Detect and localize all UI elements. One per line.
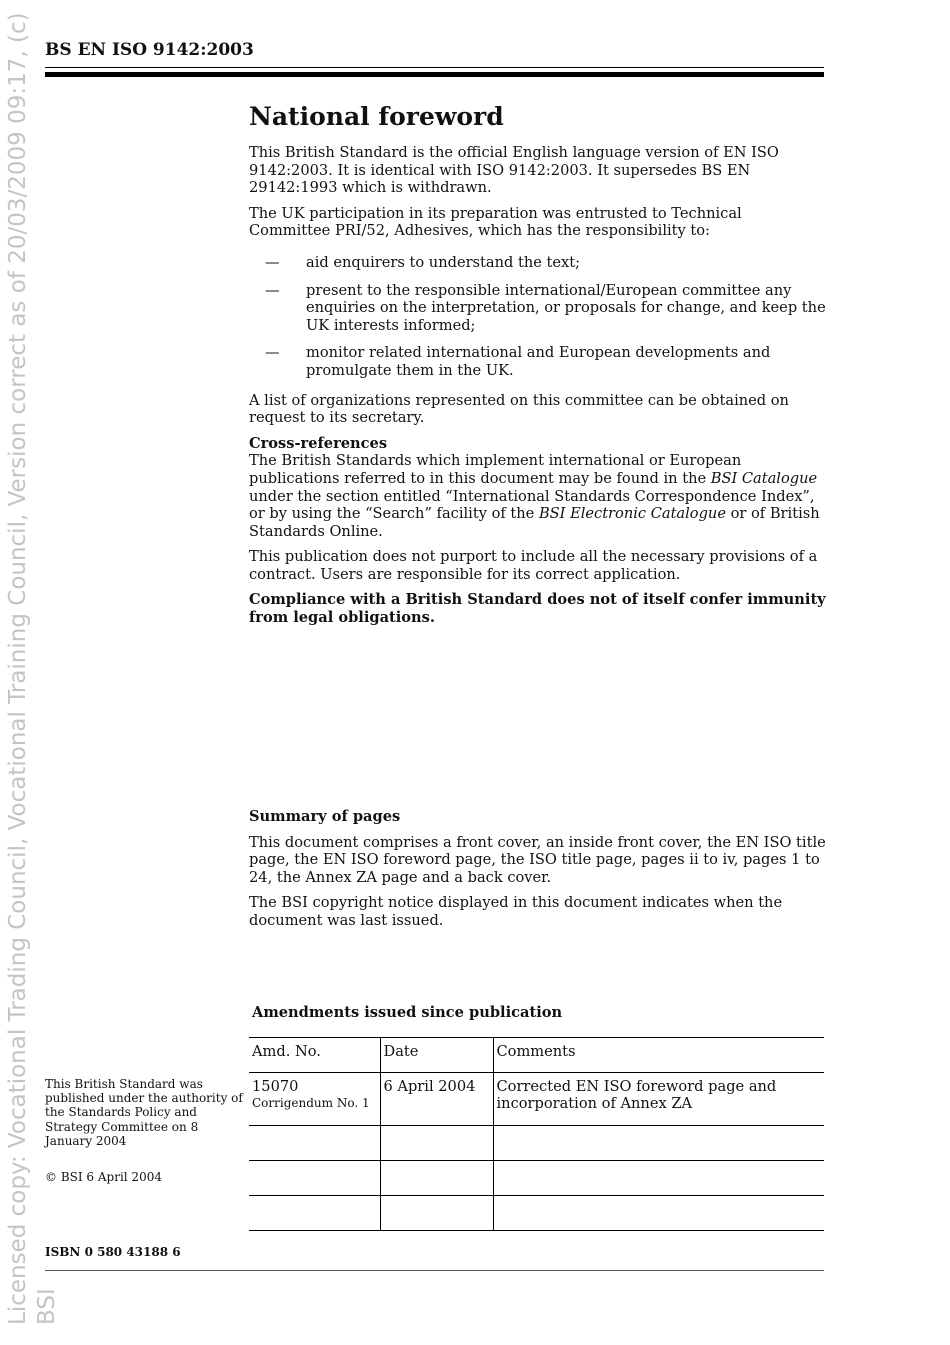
responsibility-list: [249, 254, 827, 380]
copyright-notice-paragraph: The BSI copyright notice displayed in this document indicates when the document was last issued.: [249, 894, 783, 929]
amd-no-cell: 15070 Corrigendum No. 1: [249, 1073, 380, 1126]
footer-rule: [45, 1270, 824, 1271]
committee-list-paragraph: A list of organizations represented on this committee can be obtained on request to its secretary.: [249, 391, 789, 427]
column-header: Date: [380, 1038, 493, 1073]
table-row: [249, 1073, 824, 1126]
list-item: — monitor related international and European developments and promulgate them in the UK.: [265, 344, 771, 379]
page-title: National foreword: [249, 102, 504, 131]
table-row: [249, 1196, 824, 1231]
table-header-row: [249, 1038, 824, 1073]
bsi-catalogue-text: BSI Catalogue: [710, 469, 818, 487]
header-rule-thick: [45, 72, 824, 77]
dash-marker: —: [265, 344, 280, 362]
summary-heading: Summary of pages: [249, 808, 401, 825]
document-id: BS EN ISO 9142:2003: [45, 40, 254, 60]
provisions-paragraph: This publication does not purport to include all the necessary provisions of a contract. Users are responsible for its correct application.: [249, 548, 818, 583]
table-row: [249, 1161, 824, 1196]
summary-of-pages: [249, 808, 827, 938]
bsi-electronic-catalogue-text: BSI Electronic Catalogue: [538, 505, 726, 523]
isbn: ISBN 0 580 43188 6: [45, 1245, 181, 1259]
compliance-statement: Compliance with a British Standard does not of itself confer immunity from legal obligations.: [249, 591, 826, 627]
summary-paragraph: This document comprises a front cover, an inside front cover, the EN ISO title page, the EN ISO foreword page, the ISO title page, pages ii to iv, pages 1 to 24, the Annex ZA page and a back cover.: [249, 833, 826, 886]
dash-marker: —: [265, 281, 280, 299]
header-rule-thin: [45, 67, 824, 68]
column-header: Amd. No.: [249, 1038, 380, 1073]
amendments-title: Amendments issued since publication: [252, 1004, 563, 1021]
crossref-paragraph: The British Standards which implement international or European publications referred to in this document may be found in the BSI Catalogue under the section entitled “International Standards Correspondence Index”, or by using the “Search” facility of the BSI Electronic Catalogue or of British Standards Online.: [249, 452, 820, 540]
comments-cell: Corrected EN ISO foreword page and incorporation of Annex ZA: [493, 1073, 824, 1126]
date-cell: 6 April 2004: [380, 1073, 493, 1126]
list-item: — aid enquirers to understand the text;: [265, 253, 581, 271]
column-header: Comments: [493, 1038, 824, 1073]
crossref-heading: Cross-references: [249, 434, 388, 452]
amd-sub-label: Corrigendum No. 1: [252, 1096, 370, 1110]
table-row: [249, 1126, 824, 1161]
dash-marker: —: [265, 253, 280, 271]
list-item: — present to the responsible international/European committee any enquiries on the interpretation, or proposals for change, and keep the UK interests informed;: [265, 281, 826, 334]
committee-paragraph: The UK participation in its preparation was entrusted to Technical Committee PRI/52, Adhesives, which has the responsibility to:: [249, 204, 742, 240]
license-watermark: Licensed copy: Vocational Trading Council, Vocational Training Council, Version correct as of 20/03/2009 09:17, (c) BSI: [5, 12, 60, 1325]
copyright-date: © BSI 6 April 2004: [45, 1170, 162, 1184]
publication-authority: This British Standard was published under the authority of the Standards Policy and Strategy Committee on 8 January 2004: [45, 1077, 243, 1148]
amendments-table: [249, 1037, 824, 1231]
national-foreword: [249, 100, 827, 635]
intro-paragraph: This British Standard is the official English language version of EN ISO 9142:2003. It is identical with ISO 9142:2003. It supersedes BS EN 29142:1993 which is withdrawn.: [249, 144, 779, 197]
